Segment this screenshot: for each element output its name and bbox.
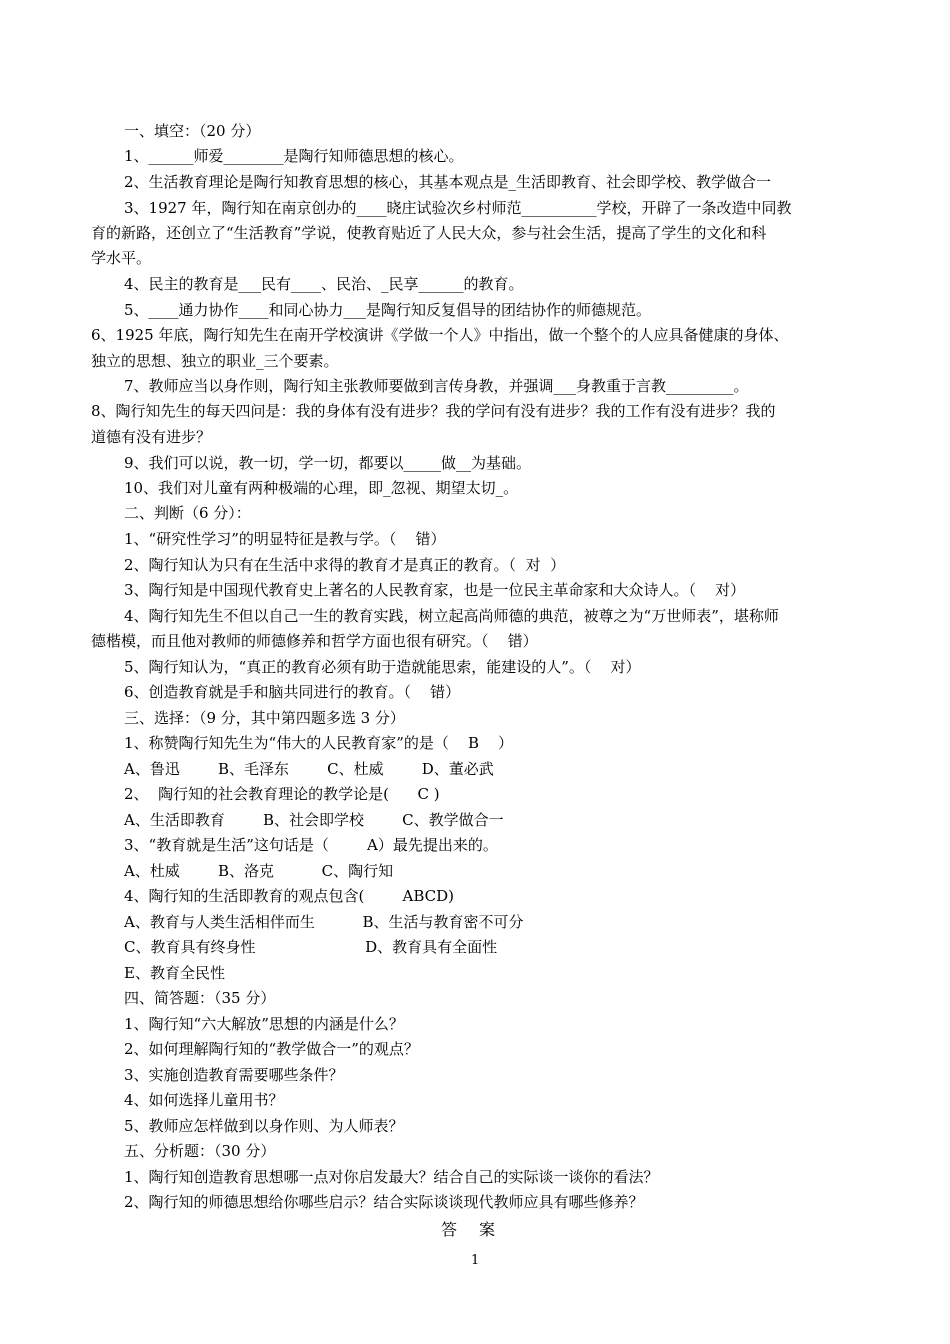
text-line: 4、如何选择儿童用书？ <box>124 1091 284 1109</box>
text-line: 道德有没有进步？ <box>91 428 212 446</box>
text-line: 学水平。 <box>91 249 152 267</box>
text-line: 1、“研究性学习”的明显特征是教与学。（ 错） <box>124 530 446 548</box>
text-line: 8、陶行知先生的每天四问是：我的身体有没有进步？我的学问有没有进步？我的工作有没有进步？我的 <box>91 402 776 420</box>
section-heading: 五、分析题：（30 分） <box>124 1142 276 1160</box>
text-line: 2、陶行知的师德思想给你哪些启示？结合实际谈谈现代教师应具有哪些修养？ <box>124 1193 644 1211</box>
page-number: 1 <box>471 1253 480 1268</box>
text-line: A、教育与人类生活相伴而生 B、生活与教育密不可分 <box>124 913 524 931</box>
text-line: A、鲁迅 B、毛泽东 C、杜威 D、董必武 <box>124 760 494 778</box>
text-line: 3、陶行知是中国现代教育史上著名的人民教育家，也是一位民主革命家和大众诗人。（ 对） <box>124 581 746 599</box>
section-heading: 三、选择：（9 分，其中第四题多选 3 分） <box>124 709 405 727</box>
text-line: 4、陶行知的生活即教育的观点包含( ABCD) <box>124 887 455 905</box>
text-line: 2、如何理解陶行知的“教学做合一”的观点？ <box>124 1040 419 1058</box>
text-line: 3、实施创造教育需要哪些条件？ <box>124 1066 344 1084</box>
text-line: 10、我们对儿童有两种极端的心理，即_忽视、期望太切_。 <box>124 479 519 497</box>
text-line: 5、陶行知认为，“真正的教育必须有助于造就能思索，能建设的人”。（ 对） <box>124 658 641 676</box>
text-line: C、教育具有终身性 D、教育具有全面性 <box>124 938 498 956</box>
section-heading: 四、简答题：（35 分） <box>124 989 276 1007</box>
text-line: E、教育全民性 <box>124 964 225 982</box>
text-line: 4、民主的教育是___民有____、民治、_民享______的教育。 <box>124 275 524 293</box>
text-line: A、杜威 B、洛克 C、陶行知 <box>124 862 394 880</box>
text-line: 6、1925 年底，陶行知先生在南开学校演讲《学做一个人》中指出，做一个整个的人应具备健康的身体、 <box>91 326 789 344</box>
text-line: 5、____通力协作____和同心协力___是陶行知反复倡导的团结协作的师德规范。 <box>124 301 652 319</box>
text-line: 5、教师应怎样做到以身作则、为人师表？ <box>124 1117 404 1135</box>
text-line: 德楷模，而且他对教师的师德修养和哲学方面也很有研究。（ 错） <box>91 632 538 650</box>
text-line: 1、陶行知“六大解放”思想的内涵是什么？ <box>124 1015 404 1033</box>
text-line: 7、教师应当以身作则，陶行知主张教师要做到言传身教，并强调___身教重于言教_________。 <box>124 377 749 395</box>
text-line: 6、创造教育就是手和脑共同进行的教育。（ 错） <box>124 683 461 701</box>
text-line: 2、 陶行知的社会教育理论的教学论是( C ) <box>124 785 440 803</box>
answer-title: 答案 <box>441 1220 518 1239</box>
text-line: A、生活即教育 B、社会即学校 C、教学做合一 <box>124 811 504 829</box>
text-line: 4、陶行知先生不但以自己一生的教育实践，树立起高尚师德的典范，被尊之为“万世师表”，堪称师 <box>124 607 779 625</box>
text-line: 独立的思想、独立的职业_三个要素。 <box>91 352 339 370</box>
text-line: 育的新路，还创立了“生活教育”学说，使教育贴近了人民大众，参与社会生活，提高了学生的文化和科 <box>91 224 767 242</box>
text-line: 1、称赞陶行知先生为“伟大的人民教育家”的是（ B ） <box>124 734 514 752</box>
text-line: 1、______师爱________是陶行知师德思想的核心。 <box>124 147 464 165</box>
text-line: 3、1927 年，陶行知在南京创办的____晓庄试验次乡村师范__________学校，开辟了一条改造中同教 <box>124 199 792 217</box>
section-heading: 一、填空：（20 分） <box>124 122 261 140</box>
text-line: 2、生活教育理论是陶行知教育思想的核心，其基本观点是_生活即教育、社会即学校、教学做合一 <box>124 173 772 191</box>
text-line: 9、我们可以说，教一切，学一切，都要以_____做__为基础。 <box>124 454 532 472</box>
section-heading: 二、判断（6 分）： <box>124 504 251 522</box>
text-line: 3、“教育就是生活”这句话是（ A）最先提出来的。 <box>124 836 498 854</box>
text-line: 2、陶行知认为只有在生活中求得的教育才是真正的教育。（ 对 ） <box>124 556 566 574</box>
text-line: 1、陶行知创造教育思想哪一点对你启发最大？结合自己的实际谈一谈你的看法？ <box>124 1168 659 1186</box>
